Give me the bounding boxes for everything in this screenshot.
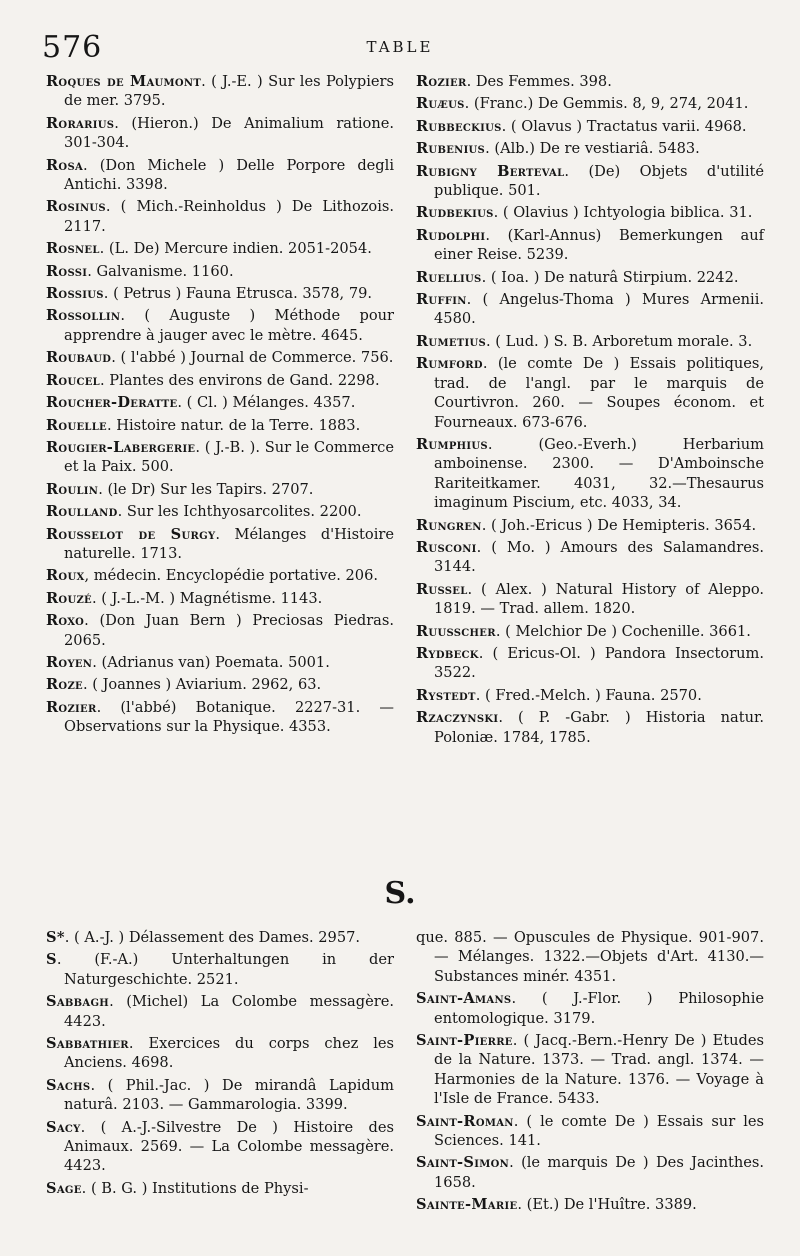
entry-text: . ( Ioa. ) De naturâ Stirpium. 2242.: [481, 268, 739, 286]
index-entry: [416, 686, 764, 705]
entry-headword: Rossollin: [46, 307, 121, 325]
entry-text: que. 885. — Opuscules de Physique. 901-907. — Mélanges. 1322.—Objets d'Art. 4130.—Substances minér. 4351.: [416, 929, 764, 985]
entry-headword: Rudolphi: [416, 226, 486, 244]
index-entry: [416, 1153, 764, 1192]
index-entry: [416, 580, 764, 619]
index-column-bottom-left: [46, 928, 394, 1201]
index-column-top-left: [46, 72, 394, 740]
index-entry: [46, 284, 394, 303]
entry-text: . (F.-A.) Unterhaltungen in der Naturgeschichte. 2521.: [56, 951, 394, 988]
index-entry: [46, 1179, 394, 1198]
entry-text: . ( Jacq.-Bern.-Henry De ) Etudes de la Nature. 1373. — Trad. angl. 1374. — Harmonies de la Nature. 1376. — Voyage à l'Isle de France. 5433.: [434, 1032, 764, 1108]
entry-headword: Ruæus: [416, 95, 465, 113]
entry-text: . (Don Michele ) Delle Porpore degli Antichi. 3398.: [64, 156, 394, 194]
index-entry: [46, 566, 394, 585]
entry-text: . (L. De) Mercure indien. 2051-2054.: [99, 240, 372, 258]
entry-headword: Rousselot de Surgy: [46, 525, 216, 543]
entry-text: . ( Phil.-Jac. ) De mirandâ Lapidum naturâ. 2103. — Gammarologia. 3399.: [64, 1076, 394, 1114]
entry-headword: Roze: [46, 676, 83, 694]
entry-headword: Rubigny Berteval: [416, 162, 565, 180]
entry-headword: Roxo: [46, 612, 85, 630]
entry-headword: S*: [46, 929, 65, 946]
index-entry: [46, 1076, 394, 1115]
index-entry: [46, 675, 394, 694]
entry-text: . ( Mich.-Reinholdus ) De Lithozois. 2117.: [64, 198, 394, 235]
entry-text: . ( Cl. ) Mélanges. 4357.: [177, 394, 356, 412]
entry-text: . ( P. -Gabr. ) Historia natur. Poloniæ. 1784, 1785.: [434, 709, 764, 746]
index-entry: [416, 1031, 764, 1109]
entry-text: . ( le comte De ) Essais sur les Sciences. 141.: [434, 1112, 764, 1150]
index-column-top-right: [416, 72, 764, 750]
entry-headword: Sabbagh: [46, 993, 110, 1011]
index-entry: [416, 332, 764, 351]
index-entry: [46, 992, 394, 1031]
entry-headword: Sacy: [46, 1118, 81, 1136]
entry-headword: Rouelle: [46, 416, 107, 434]
entry-text: . (l'abbé) Botanique. 2227-31. —Observations sur la Physique. 4353.: [64, 698, 394, 736]
entry-headword: Saint-Amans: [416, 990, 512, 1008]
entry-headword: Sachs: [46, 1076, 91, 1094]
entry-text: . Exercices du corps chez les Anciens. 4698.: [64, 1035, 394, 1072]
entry-text: . ( J.-L.-M. ) Magnétisme. 1143.: [91, 589, 323, 607]
entry-text: . Mélanges d'Histoire naturelle. 1713.: [64, 525, 394, 562]
index-entry: [416, 117, 764, 136]
entry-text: . ( J.-Flor. ) Philosophie entomologique. 3179.: [434, 990, 764, 1027]
entry-headword: Ruellius: [416, 268, 482, 286]
entry-headword: Sage: [46, 1179, 82, 1197]
entry-headword: Rouzé: [46, 589, 92, 607]
index-entry: [46, 72, 394, 111]
index-entry: [46, 502, 394, 521]
index-entry: [416, 538, 764, 577]
entry-text: . (De) Objets d'utilité publique. 501.: [434, 162, 764, 200]
index-entry: [416, 622, 764, 641]
entry-headword: Rossi: [46, 262, 88, 280]
index-entry: [46, 156, 394, 195]
entry-headword: Rosnel: [46, 240, 100, 258]
index-entry: [46, 480, 394, 499]
index-entry: [416, 644, 764, 683]
entry-text: . Histoire natur. de la Terre. 1883.: [106, 416, 361, 434]
index-entry: [46, 1034, 394, 1073]
index-entry: [46, 611, 394, 650]
index-entry: [46, 114, 394, 153]
entry-headword: Rozier: [46, 698, 97, 716]
entry-text: . (Franc.) De Gemmis. 8, 9, 274, 2041.: [464, 95, 749, 113]
entry-headword: Rzaczynski: [416, 709, 499, 727]
entry-text: . (le comte De ) Essais politiques, trad. de l'angl. par le marquis de Courtivron. 260. — Soupes économ. et Fourneaux. 673-676.: [434, 355, 764, 431]
entry-headword: Roulland: [46, 503, 118, 521]
entry-text: . (Hieron.) De Animalium ratione. 301-304.: [64, 114, 394, 152]
index-entry: [46, 950, 394, 989]
entry-headword: Rosinus: [46, 198, 106, 216]
index-entry: [416, 989, 764, 1028]
entry-headword: Royen: [46, 653, 93, 671]
index-entry: [46, 306, 394, 345]
index-entry: [416, 94, 764, 113]
index-entry: [416, 203, 764, 222]
index-entry: [46, 698, 394, 737]
entry-text: . (Et.) De l'Huître. 3389.: [517, 1196, 697, 1214]
index-entry: [416, 162, 764, 201]
entry-text: . Plantes des environs de Gand. 2298.: [99, 371, 380, 389]
entry-text: . Des Femmes. 398.: [466, 73, 612, 90]
index-entry: [416, 516, 764, 535]
index-entry: [416, 226, 764, 265]
index-entry: [416, 72, 764, 91]
index-entry: [46, 928, 394, 947]
entry-headword: S: [46, 951, 57, 969]
entry-text: . ( Alex. ) Natural History of Aleppo. 1819. — Trad. allem. 1820.: [434, 580, 764, 618]
entry-text: . ( Joh.-Ericus ) De Hemipteris. 3654.: [481, 516, 757, 534]
entry-text: . (Karl-Annus) Bemerkungen auf einer Reise. 5239.: [434, 226, 764, 264]
page-number: 576: [42, 30, 103, 65]
entry-headword: Rosa: [46, 156, 84, 174]
entry-headword: Rozier: [416, 73, 467, 90]
entry-text: . ( Mo. ) Amours des Salamandres. 3144.: [434, 538, 764, 576]
index-entry: [46, 416, 394, 435]
entry-headword: Sainte-Marie: [416, 1196, 518, 1214]
entry-text: . ( Lud. ) S. B. Arboretum morale. 3.: [486, 332, 753, 350]
entry-headword: Saint-Simon: [416, 1154, 510, 1172]
entry-text: . (Adrianus van) Poemata. 5001.: [92, 653, 330, 671]
index-entry: [46, 525, 394, 564]
index-entry: [416, 354, 764, 432]
entry-headword: Saint-Pierre: [416, 1032, 513, 1050]
entry-headword: Rumford: [416, 355, 483, 373]
entry-text: . ( A.-J. ) Délassement des Dames. 2957.: [64, 929, 361, 946]
index-entry: [46, 393, 394, 412]
entry-text: . (Michel) La Colombe messagère. 4423.: [64, 993, 394, 1030]
entry-text: . ( J.-B. ). Sur le Commerce et la Paix. 500.: [64, 438, 394, 476]
entry-headword: Rougier-Labergerie: [46, 438, 196, 456]
entry-headword: Sabbathier: [46, 1035, 129, 1053]
entry-headword: Roulin: [46, 480, 99, 498]
entry-headword: Ruffin: [416, 291, 467, 309]
index-column-bottom-right: [416, 928, 764, 1218]
entry-headword: Roucher-Deratte: [46, 394, 178, 412]
index-entry: [416, 268, 764, 287]
entry-text: . (Alb.) De re vestiariâ. 5483.: [485, 140, 700, 158]
entry-text: . (Don Juan Bern ) Preciosas Piedras. 2065.: [64, 612, 394, 649]
entry-text: . ( Ericus-Ol. ) Pandora Insectorum. 3522.: [434, 644, 764, 682]
section-letter: S.: [384, 876, 416, 911]
entry-headword: Roubaud: [46, 349, 112, 367]
index-entry: [46, 197, 394, 236]
index-entry: [416, 1112, 764, 1151]
entry-text: . ( B. G. ) Institutions de Physi-: [81, 1179, 309, 1197]
index-entry: [46, 371, 394, 390]
index-entry: [46, 262, 394, 281]
entry-headword: Roucel: [46, 371, 100, 389]
entry-text: . Sur les Ichthyosarcolites. 2200.: [117, 503, 362, 521]
entry-headword: Rudbekius: [416, 204, 494, 222]
entry-headword: Rusconi: [416, 538, 477, 556]
entry-text: . ( Petrus ) Fauna Etrusca. 3578, 79.: [103, 285, 373, 303]
entry-text: . ( Melchior De ) Cochenille. 3661.: [495, 622, 751, 640]
entry-headword: Roux: [46, 567, 85, 585]
index-entry: [416, 1195, 764, 1214]
index-entry: [416, 290, 764, 329]
entry-headword: Rubenius: [416, 140, 486, 158]
entry-headword: Rossius: [46, 285, 104, 303]
entry-text: . ( l'abbé ) Journal de Commerce. 756.: [111, 349, 394, 367]
entry-text: . ( Angelus-Thoma ) Mures Armenii. 4580.: [434, 291, 764, 328]
entry-text: . (le Dr) Sur les Tapirs. 2707.: [98, 480, 314, 498]
entry-text: . ( Olavius ) Ichtyologia biblica. 31.: [493, 204, 753, 222]
entry-headword: Rumphius: [416, 435, 488, 453]
entry-text: . ( A.-J.-Silvestre De ) Histoire des Animaux. 2569. — La Colombe messagère. 4423.: [64, 1118, 394, 1175]
index-entry: [46, 589, 394, 608]
entry-text: . Galvanisme. 1160.: [87, 262, 234, 280]
entry-headword: Rubbeckius: [416, 117, 502, 135]
index-entry: [416, 435, 764, 513]
entry-headword: Roques de Maumont: [46, 73, 202, 90]
entry-text: . ( J.-E. ) Sur les Polypiers de mer. 3795.: [64, 73, 394, 110]
entry-headword: Rorarius: [46, 114, 115, 132]
running-title: TABLE: [366, 38, 434, 56]
entry-headword: Russel: [416, 580, 468, 598]
entry-text: , médecin. Encyclopédie portative. 206.: [84, 567, 378, 585]
index-entry: [416, 139, 764, 158]
index-entry: [416, 928, 764, 986]
entry-text: . (le marquis De ) Des Jacinthes. 1658.: [434, 1154, 764, 1191]
index-entry: [46, 438, 394, 477]
index-entry: [46, 653, 394, 672]
entry-text: . ( Fred.-Melch. ) Fauna. 2570.: [475, 686, 702, 704]
index-entry: [46, 348, 394, 367]
entry-headword: Rydbeck: [416, 644, 479, 662]
index-entry: [46, 1118, 394, 1176]
entry-headword: Rumetius: [416, 332, 487, 350]
index-entry: [46, 239, 394, 258]
entry-headword: Rystedt: [416, 686, 476, 704]
entry-text: . ( Olavus ) Tractatus varii. 4968.: [501, 117, 747, 135]
entry-text: . (Geo.-Everh.) Herbarium amboinense. 2300. — D'Amboinsche Rariteitkamer. 4031, 32.—Thesaurus imaginum Piscium, etc. 4033, 34.: [434, 435, 764, 512]
entry-text: . ( Auguste ) Méthode pour apprendre à jauger avec le mètre. 4645.: [64, 307, 394, 344]
entry-headword: Rungren: [416, 516, 482, 534]
entry-headword: Ruusscher: [416, 622, 496, 640]
entry-headword: Saint-Roman: [416, 1112, 514, 1130]
entry-text: . ( Joannes ) Aviarium. 2962, 63.: [82, 676, 322, 694]
index-entry: [416, 708, 764, 747]
